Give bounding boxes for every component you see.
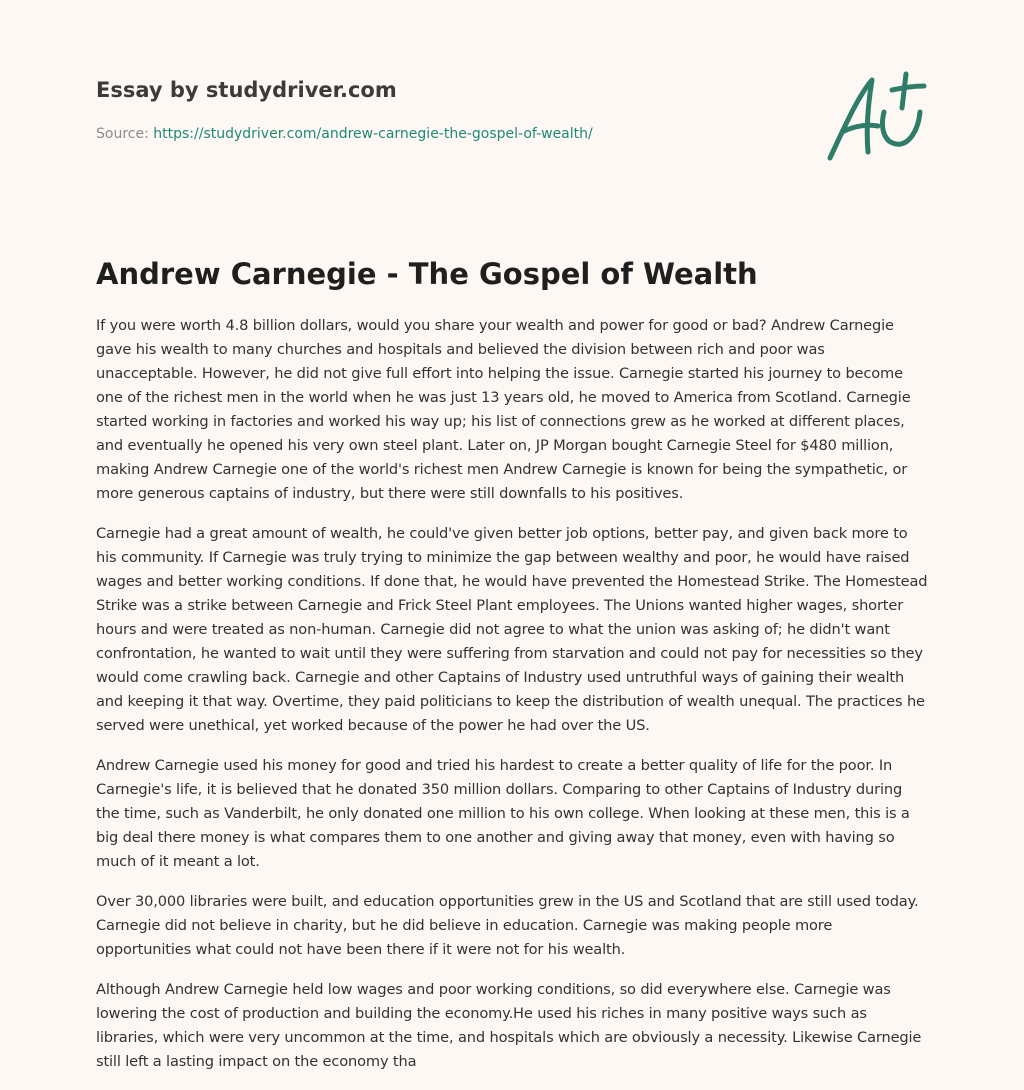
a-plus-logo-icon xyxy=(822,66,930,166)
article-title: Andrew Carnegie - The Gospel of Wealth xyxy=(96,257,758,291)
paragraph: Andrew Carnegie used his money for good and tried his hardest to create a better quality of life for the poor. In Carnegie's life, it is believed that he donated 350 million dollars. Comparing to other Captains of Industry during the time, such as Vanderbilt, he only donated one million to his own college. When looking at these men, this is a big deal there money is what compares them to one another and giving away that money, even with having so much of it meant a lot. xyxy=(96,757,910,870)
article-body xyxy=(96,314,928,1090)
source-line xyxy=(96,124,796,144)
site-title: Essay by studydriver.com xyxy=(96,78,397,102)
paragraph: Although Andrew Carnegie held low wages and poor working conditions, so did everywhere else. Carnegie was lowering the cost of production and building the economy.He used his riches in many positive ways such as libraries, which were very uncommon at the time, and hospitals which are obviously a necessity. Likewise Carnegie still left a lasting impact on the economy tha xyxy=(96,981,922,1070)
essay-header xyxy=(96,76,796,144)
source-link[interactable]: https://studydriver.com/andrew-carnegie-the-gospel-of-wealth/ xyxy=(153,126,593,142)
paragraph: Carnegie had a great amount of wealth, he could've given better job options, better pay, and given back more to his community. If Carnegie was truly trying to minimize the gap between wealthy and poor, he would have raised wages and better working conditions. If done that, he would have prevented the Homestead Strike. The Homestead Strike was a strike between Carnegie and Frick Steel Plant employees. The Unions wanted higher wages, shorter hours and were treated as non-human. Carnegie did not agree to what the union was asking of; he didn't want confrontation, he wanted to wait until they were suffering from starvation and could not pay for necessities so they would come crawling back. Carnegie and other Captains of Industry used untruthful ways of gaining their wealth and keeping it that way. Overtime, they paid politicians to keep the distribution of wealth unequal. The practices he served were unethical, yet worked because of the power he had over the US. xyxy=(96,525,928,734)
source-label: Source: xyxy=(96,126,154,142)
paragraph: Over 30,000 libraries were built, and education opportunities grew in the US and Scotland that are still used today. Carnegie did not believe in charity, but he did believe in education. Carnegie was making people more opportunities what could not have been there if it were not for his wealth. xyxy=(96,893,919,958)
paragraph: If you were worth 4.8 billion dollars, would you share your wealth and power for good or bad? Andrew Carnegie gave his wealth to many churches and hospitals and believed the division between rich and poor was unacceptable. However, he did not give full effort into helping the issue. Carnegie started his journey to become one of the richest men in the world when he was just 13 years old, he moved to America from Scotland. Carnegie started working in factories and worked his way up; his list of connections grew as he worked at different places, and eventually he opened his very own steel plant. Later on, JP Morgan bought Carnegie Steel for $480 million, making Andrew Carnegie one of the world's richest men Andrew Carnegie is known for being the sympathetic, or more generous captains of industry, but there were still downfalls to his positives. xyxy=(96,317,911,502)
